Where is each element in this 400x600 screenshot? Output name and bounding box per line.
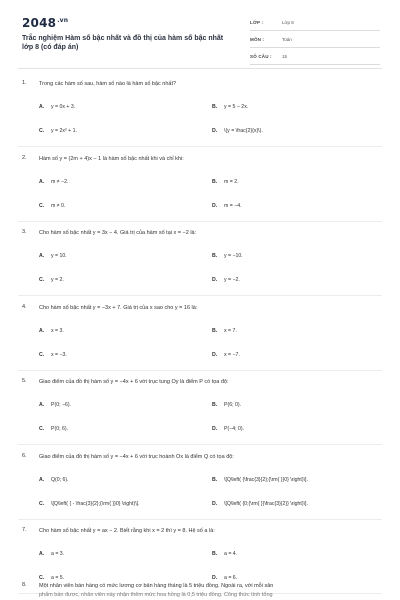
option-d[interactable] xyxy=(212,277,240,283)
option-c[interactable] xyxy=(39,128,77,134)
option-c[interactable] xyxy=(39,575,64,581)
option-text: m = 2. xyxy=(224,178,239,185)
meta-label: SỐ CÂU : xyxy=(250,53,272,59)
option-text: y = 2. xyxy=(51,277,64,283)
question-number: 2. xyxy=(22,154,27,161)
option-d[interactable] xyxy=(212,501,308,507)
option-key: D. xyxy=(212,128,218,134)
option-c[interactable] xyxy=(39,426,68,432)
option-key: B. xyxy=(212,104,218,110)
meta-row-subject xyxy=(250,31,380,48)
option-key: C. xyxy=(39,351,45,358)
option-key: D. xyxy=(212,575,218,581)
option-a[interactable] xyxy=(39,551,64,557)
option-text: y = −2. xyxy=(224,277,240,283)
question-6 xyxy=(0,453,400,528)
question-text xyxy=(39,582,379,600)
option-key: A. xyxy=(39,104,45,110)
question-text-line: Một nhân viên bán hàng có mức lương cơ bản hàng tháng là 5 triệu đồng. Ngoài ra, với mỗi sản xyxy=(39,583,274,589)
option-key: B. xyxy=(212,402,218,408)
question-text: Giao điểm của đồ thị hàm số y = −4x + 6 với trục tung Oy là điểm P có tọa độ: xyxy=(39,379,229,385)
question-divider xyxy=(18,295,382,296)
option-text: \[Q\left( {0;{\rm{ }}\frac{3}{2}} \right)\]. xyxy=(224,500,308,507)
option-key: C. xyxy=(39,202,45,209)
logo[interactable] xyxy=(22,16,68,30)
option-text: y = 0x + 3. xyxy=(51,104,76,110)
question-list xyxy=(0,80,400,600)
option-key: D. xyxy=(212,500,218,507)
option-b[interactable] xyxy=(212,551,237,557)
option-c[interactable] xyxy=(39,352,67,358)
question-text-line: phẩm bán được, nhân viên này nhận thêm mức hoa hồng là 0,5 triệu đồng. Công thức tính tổng xyxy=(39,592,273,598)
option-c[interactable] xyxy=(39,203,65,209)
question-3 xyxy=(0,229,400,304)
option-text: a = 6. xyxy=(224,575,238,581)
option-text: m = −4. xyxy=(224,202,242,209)
question-5 xyxy=(0,378,400,453)
question-4 xyxy=(0,304,400,379)
question-text: Cho hàm số bậc nhất y = −3x + 7. Giá trị của x sao cho y = 16 là: xyxy=(39,304,198,311)
meta-label: MÔN : xyxy=(250,36,265,42)
option-a[interactable] xyxy=(39,104,75,110)
option-key: B. xyxy=(212,551,218,557)
option-key: C. xyxy=(39,575,45,581)
question-text: Trong các hàm số sau, hàm số nào là hàm số bậc nhất? xyxy=(39,81,177,87)
option-a[interactable] xyxy=(39,253,67,259)
option-text: y = 10. xyxy=(51,253,67,259)
option-a[interactable] xyxy=(39,328,64,334)
option-key: A. xyxy=(39,402,45,408)
option-text: y = 2x² + 1. xyxy=(51,128,77,134)
logo-suffix: .vn xyxy=(57,17,69,24)
option-c[interactable] xyxy=(39,501,140,507)
question-number: 4. xyxy=(22,303,27,310)
option-key: D. xyxy=(212,351,218,358)
option-d[interactable] xyxy=(212,575,237,581)
question-number: 5. xyxy=(22,378,27,384)
option-text: m ≠ −2. xyxy=(51,178,69,185)
question-1 xyxy=(0,80,400,155)
option-a[interactable] xyxy=(39,402,71,408)
question-number: 1. xyxy=(22,80,27,86)
meta-row-class xyxy=(250,14,380,31)
option-text: y = 5 − 2x. xyxy=(224,104,249,110)
option-text: Q(0; 6). xyxy=(51,476,69,483)
option-text: \(y = \frac{2}{x}\). xyxy=(224,128,263,134)
option-a[interactable] xyxy=(39,477,69,483)
question-text: Hàm số y = (2m + 4)x − 1 là hàm số bậc nhất khi và chỉ khi: xyxy=(39,155,184,162)
question-text: Cho hàm số bậc nhất y = 3x − 4. Giá trị của hàm số tại x = −2 là: xyxy=(39,230,197,236)
option-text: P(−4; 0). xyxy=(224,426,245,432)
option-key: B. xyxy=(212,327,218,334)
option-key: A. xyxy=(39,327,45,334)
option-text: x = 7. xyxy=(224,327,237,334)
option-d[interactable] xyxy=(212,352,240,358)
option-text: \[Q\left( {\frac{3}{2};{\rm{ }}0} \right)\]. xyxy=(224,476,308,483)
option-key: C. xyxy=(39,426,45,432)
option-b[interactable] xyxy=(212,179,239,185)
option-c[interactable] xyxy=(39,277,64,283)
option-text: x = −3. xyxy=(51,351,67,358)
option-b[interactable] xyxy=(212,104,248,110)
option-text: P(0; 6). xyxy=(51,426,69,432)
option-key: D. xyxy=(212,202,218,209)
meta-value: Lớp 8 xyxy=(282,19,294,25)
question-divider xyxy=(18,370,382,371)
header-divider xyxy=(18,68,382,69)
option-key: D. xyxy=(212,277,218,283)
meta-label: LỚP : xyxy=(250,19,264,25)
option-key: B. xyxy=(212,476,218,483)
option-text: y = −10. xyxy=(224,253,243,259)
question-divider xyxy=(18,444,382,445)
question-divider xyxy=(18,146,382,147)
question-text: Cho hàm số bậc nhất y = ax − 2. Biết rằng khi x = 2 thì y = 8. Hệ số a là: xyxy=(39,528,215,534)
option-text: P(6; 0). xyxy=(224,402,242,408)
question-divider xyxy=(18,519,382,520)
option-text: a = 3. xyxy=(51,551,65,557)
option-b[interactable] xyxy=(212,253,243,259)
option-d[interactable] xyxy=(212,128,263,134)
question-2 xyxy=(0,155,400,230)
question-number: 7. xyxy=(22,527,27,533)
question-number: 6. xyxy=(22,452,27,459)
option-key: B. xyxy=(212,178,218,185)
option-key: A. xyxy=(39,551,45,557)
option-d[interactable] xyxy=(212,426,244,432)
meta-row-count xyxy=(250,48,380,65)
option-text: a = 4. xyxy=(224,551,238,557)
option-a[interactable] xyxy=(39,179,68,185)
option-key: D. xyxy=(212,426,218,432)
option-key: A. xyxy=(39,253,45,259)
question-number: 3. xyxy=(22,229,27,235)
option-text: x = 3. xyxy=(51,327,64,334)
option-key: B. xyxy=(212,253,218,259)
option-text: a = 5. xyxy=(51,575,65,581)
option-text: x = −7. xyxy=(224,351,240,358)
option-b[interactable] xyxy=(212,328,237,334)
meta-value: Toán xyxy=(282,36,292,42)
option-key: C. xyxy=(39,128,45,134)
option-d[interactable] xyxy=(212,203,242,209)
option-b[interactable] xyxy=(212,477,308,483)
option-b[interactable] xyxy=(212,402,241,408)
option-text: m ≠ 0. xyxy=(51,202,66,209)
meta-value: 15 xyxy=(282,53,288,59)
option-text: \[Q\left( { - \frac{3}{2};{\rm{ }}0} \right)\]. xyxy=(51,500,140,507)
document-title: Trắc nghiệm Hàm số bậc nhất và đồ thị của hàm số bậc nhất lớp 8 (có đáp án) xyxy=(22,35,224,51)
option-key: C. xyxy=(39,500,45,507)
option-key: C. xyxy=(39,277,45,283)
meta-info xyxy=(250,14,380,65)
logo-text: 2048 xyxy=(22,16,57,30)
question-number: 8. xyxy=(22,582,27,588)
option-key: A. xyxy=(39,178,45,185)
option-key: A. xyxy=(39,476,45,483)
question-text: Giao điểm của đồ thị hàm số y = −4x + 6 với trục hoành Ox là điểm Q có tọa độ: xyxy=(39,453,234,460)
option-text: P(0; −6). xyxy=(51,402,72,408)
question-divider xyxy=(18,221,382,222)
